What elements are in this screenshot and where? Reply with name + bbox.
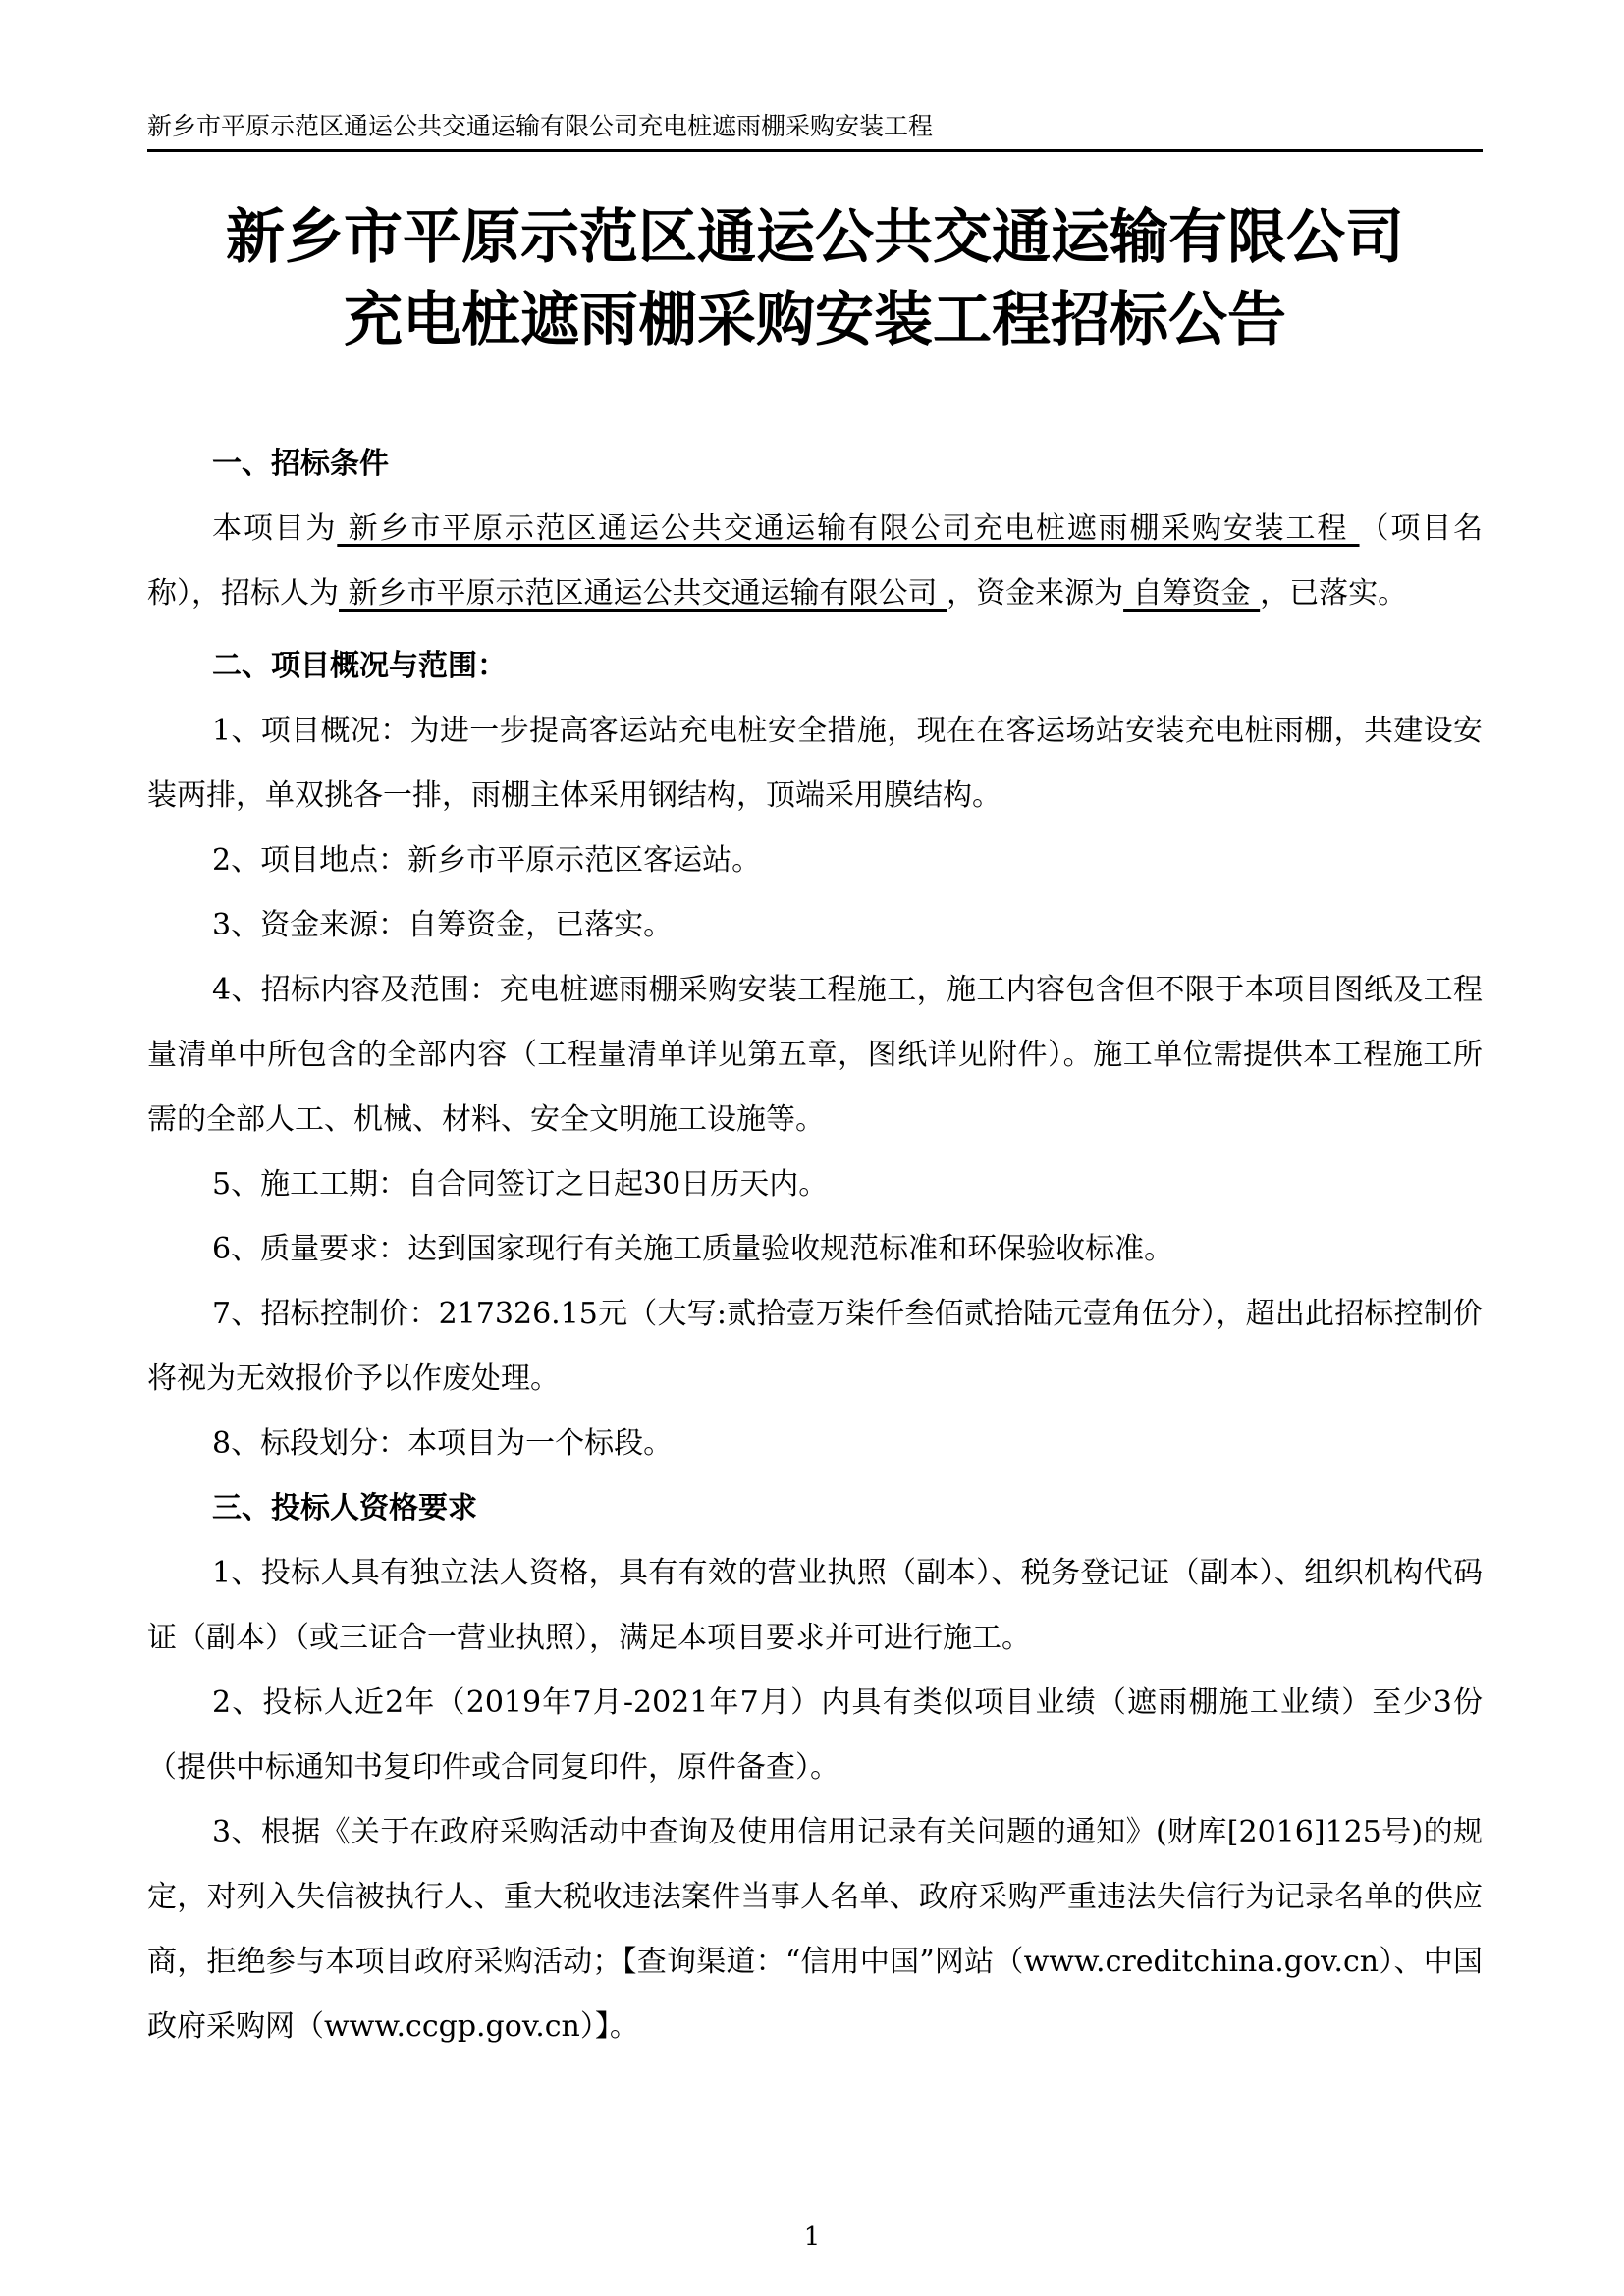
qualification-item: 3、根据《关于在政府采购活动中查询及使用信用记录有关问题的通知》(财库[2016]125号)的规定，对列入失信被执行人、重大税收违法案件当事人名单、政府采购严重违法失信行为记录名单的供应商，拒绝参与本项目政府采购活动；【查询渠道：“信用中国”网站（www.creditchina.gov.cn）、中国政府采购网（www.ccgp.gov.cn）】。 <box>147 1815 1483 2044</box>
tenderer-name-field: 新乡市平原示范区通运公共交通运输有限公司 <box>339 576 947 611</box>
text-run: ，资金来源为 <box>947 576 1124 611</box>
text-run: （项目名称），招标人为 <box>147 511 1483 611</box>
project-name-field: 新乡市平原示范区通运公共交通运输有限公司充电桩遮雨棚采购安装工程 <box>337 511 1360 546</box>
section-heading-project-overview: 二、项目概况与范围： <box>212 649 507 683</box>
qualification-item: 1、投标人具有独立法人资格，具有有效的营业执照（副本）、税务登记证（副本）、组织机构代码证（副本）（或三证合一营业执照），满足本项目要求并可进行施工。 <box>147 1556 1483 1655</box>
overview-item: 2、项目地点：新乡市平原示范区客运站。 <box>212 843 762 878</box>
section-heading-tender-conditions: 一、招标条件 <box>212 447 389 481</box>
qualification-item: 2、投标人近2年（2019年7月-2021年7月）内具有类似项目业绩（遮雨棚施工业绩）至少3份（提供中标通知书复印件或合同复印件，原件备查）。 <box>147 1685 1483 1785</box>
title-line-1: 新乡市平原示范区通运公共交通运输有限公司 <box>226 203 1404 272</box>
overview-item: 5、施工工期：自合同签订之日起30日历天内。 <box>212 1167 829 1201</box>
page-number: 1 <box>803 2222 821 2252</box>
text-run: ，已落实。 <box>1260 576 1408 611</box>
overview-item: 1、项目概况：为进一步提高客运站充电桩安全措施，现在在客运场站安装充电桩雨棚，共建设安装两排，单双挑各一排，雨棚主体采用钢结构，顶端采用膜结构。 <box>147 714 1483 813</box>
running-header: 新乡市平原示范区通运公共交通运输有限公司充电桩遮雨棚采购安装工程 <box>147 112 934 140</box>
document-body <box>147 432 1483 2059</box>
overview-item: 7、招标控制价：217326.15元（大写:贰拾壹万柒仟叁佰贰拾陆元壹角伍分），超出此招标控制价将视为无效报价予以作废处理。 <box>147 1297 1483 1396</box>
title-line-2: 充电桩遮雨棚采购安装工程招标公告 <box>344 286 1286 354</box>
fund-source-field: 自筹资金 <box>1123 576 1261 611</box>
tender-conditions-paragraph <box>147 497 1483 626</box>
document-title <box>147 196 1483 361</box>
text-run: 本项目为 <box>212 511 338 546</box>
overview-item: 6、质量要求：达到国家现行有关施工质量验收规范标准和环保验收标准。 <box>212 1232 1174 1266</box>
overview-item: 8、标段划分：本项目为一个标段。 <box>212 1426 674 1461</box>
header-divider <box>147 149 1483 152</box>
overview-item: 4、招标内容及范围：充电桩遮雨棚采购安装工程施工，施工内容包含但不限于本项目图纸及工程量清单中所包含的全部内容（工程量清单详见第五章，图纸详见附件）。施工单位需提供本工程施工所需的全部人工、机械、材料、安全文明施工设施等。 <box>147 973 1483 1137</box>
overview-item: 3、资金来源：自筹资金，已落实。 <box>212 908 674 942</box>
section-heading-bidder-qualifications: 三、投标人资格要求 <box>212 1491 477 1525</box>
